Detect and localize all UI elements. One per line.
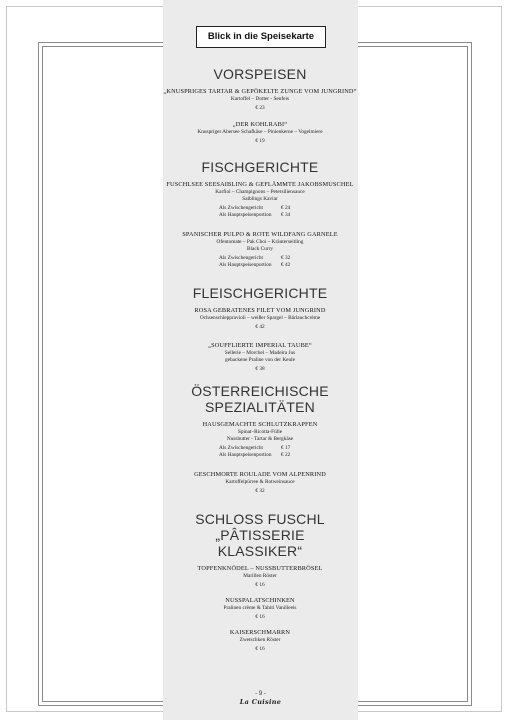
portion-row xyxy=(135,255,385,262)
dish-item xyxy=(135,629,385,653)
portion-label: Als Hauptspeisenportion xyxy=(219,262,272,268)
brand-signature: La Cuisine xyxy=(239,698,282,706)
dish-item xyxy=(135,121,385,145)
dish-item xyxy=(135,181,385,219)
dish-description: Spinat–Ricotta-Fülle xyxy=(237,429,283,435)
section-title: VORSPEISEN xyxy=(213,66,307,82)
section-title: SCHLOSS FUSCHL „PÂTISSERIE KLASSIKER“ xyxy=(195,511,325,559)
dish-item xyxy=(135,231,385,269)
dish-description: Marillen Röster xyxy=(243,573,277,579)
dish-price: € 16 xyxy=(255,646,265,652)
dish-name: NUSSPALATSCHINKEN xyxy=(225,597,295,604)
dish-item xyxy=(135,88,385,112)
dish-description: Ochsenschleppravioli – weißer Spargel – Bärlauchcrème xyxy=(199,315,321,321)
dish-name: „KNUSPRIGES TARTAR & GEPÖKELTE ZUNGE VOM JUNGRIND“ xyxy=(163,88,357,95)
portion-options xyxy=(135,255,385,269)
portion-price: € 34 xyxy=(281,212,291,218)
portion-row xyxy=(135,205,385,212)
portion-label: Als Zwischengericht xyxy=(219,445,263,451)
portion-label: Als Hauptspeisenportion xyxy=(219,452,272,458)
section-spezialitaeten xyxy=(135,383,385,495)
dish-name: TOPFENKNÖDEL – NUSSBUTTERBRÖSEL xyxy=(197,565,323,572)
dish-name: FUSCHLSEE SEESAIBLING & GEFLÄMMTE JAKOBSMUSCHEL xyxy=(166,181,354,188)
dish-item xyxy=(135,565,385,589)
dish-item xyxy=(135,307,385,331)
portion-label: Als Zwischengericht xyxy=(219,205,263,211)
portion-options xyxy=(135,205,385,219)
dish-name: „SOUFFLIERTE IMPERIAL TAUBE“ xyxy=(208,342,312,349)
dish-name: GESCHMORTE ROULADE VOM ALPENRIND xyxy=(194,471,326,478)
dish-price: € 23 xyxy=(255,105,265,111)
portion-price: € 24 xyxy=(281,205,291,211)
portion-price: € 22 xyxy=(281,452,291,458)
dish-name: KAISERSCHMARRN xyxy=(229,629,291,636)
dish-item xyxy=(135,421,385,459)
dish-description: Nussbutter - Tartar & Bergkäse xyxy=(226,436,294,442)
portion-row xyxy=(135,452,385,459)
dish-description: gebackene Praline von der Keule xyxy=(224,357,295,363)
dish-description: Zwetschken Röster xyxy=(239,637,281,643)
portion-row xyxy=(135,262,385,269)
dish-price: € 16 xyxy=(255,582,265,588)
portion-price: € 17 xyxy=(281,445,291,451)
dish-name: „DER KOHLRABI“ xyxy=(232,121,288,128)
dish-price: € 19 xyxy=(255,138,265,144)
dish-description: Kartoffelpürree & Rotweinsauce xyxy=(225,479,295,485)
section-title: FISCHGERICHTE xyxy=(201,159,319,175)
dish-price: € 16 xyxy=(255,614,265,620)
portion-price: € 42 xyxy=(281,262,291,268)
dish-price: € 42 xyxy=(255,324,265,330)
section-fleischgerichte xyxy=(135,285,385,373)
view-menu-button[interactable]: Blick in die Speisekarte xyxy=(196,26,326,48)
dish-description: Karfiol – Champignons – Petersiliensauce xyxy=(215,189,305,195)
menu-content xyxy=(135,63,385,661)
dish-price: € 32 xyxy=(255,488,265,494)
dish-description: Knuspriger Abersee Schafkäse – Pinienkerne – Vogelmiere xyxy=(197,129,323,135)
portion-row xyxy=(135,212,385,219)
section-patisserie xyxy=(135,511,385,653)
portion-label: Als Hauptspeisenportion xyxy=(219,212,272,218)
section-fischgerichte xyxy=(135,159,385,269)
dish-name: SPANISCHER PULPO & ROTE WILDFANG GARNELE xyxy=(182,231,338,238)
portion-row xyxy=(135,445,385,452)
dish-description: Kartoffel – Dotter - Senfeis xyxy=(230,96,290,102)
page-number: - 9 - xyxy=(255,691,266,697)
dish-description: Pralinen crème & Tahiti Vanilleeis xyxy=(223,605,297,611)
dish-name: HAUSGEMACHTE SCHLUTZKRAPFEN xyxy=(202,421,318,428)
dish-name: ROSA GEBRATENES FILET VOM JUNGRIND xyxy=(194,307,326,314)
dish-description: Sellerie – Morchel – Madeira Jus xyxy=(224,350,296,356)
portion-options xyxy=(135,445,385,459)
dish-item xyxy=(135,342,385,373)
section-title: ÖSTERREICHISCHE SPEZIALITÄTEN xyxy=(191,383,329,415)
dish-price: € 38 xyxy=(255,366,265,372)
dish-description: Ofentomate – Pak Choi – Kräuterseitling xyxy=(216,239,304,245)
dish-description: Black Curry xyxy=(246,246,274,252)
dish-item xyxy=(135,597,385,621)
dish-item xyxy=(135,471,385,495)
page-footer xyxy=(163,691,358,706)
section-title: FLEISCHGERICHTE xyxy=(192,285,328,301)
dish-description: Saiblings Kaviar xyxy=(242,196,278,202)
section-vorspeisen xyxy=(135,66,385,145)
portion-label: Als Zwischengericht xyxy=(219,255,263,261)
portion-price: € 32 xyxy=(281,255,291,261)
